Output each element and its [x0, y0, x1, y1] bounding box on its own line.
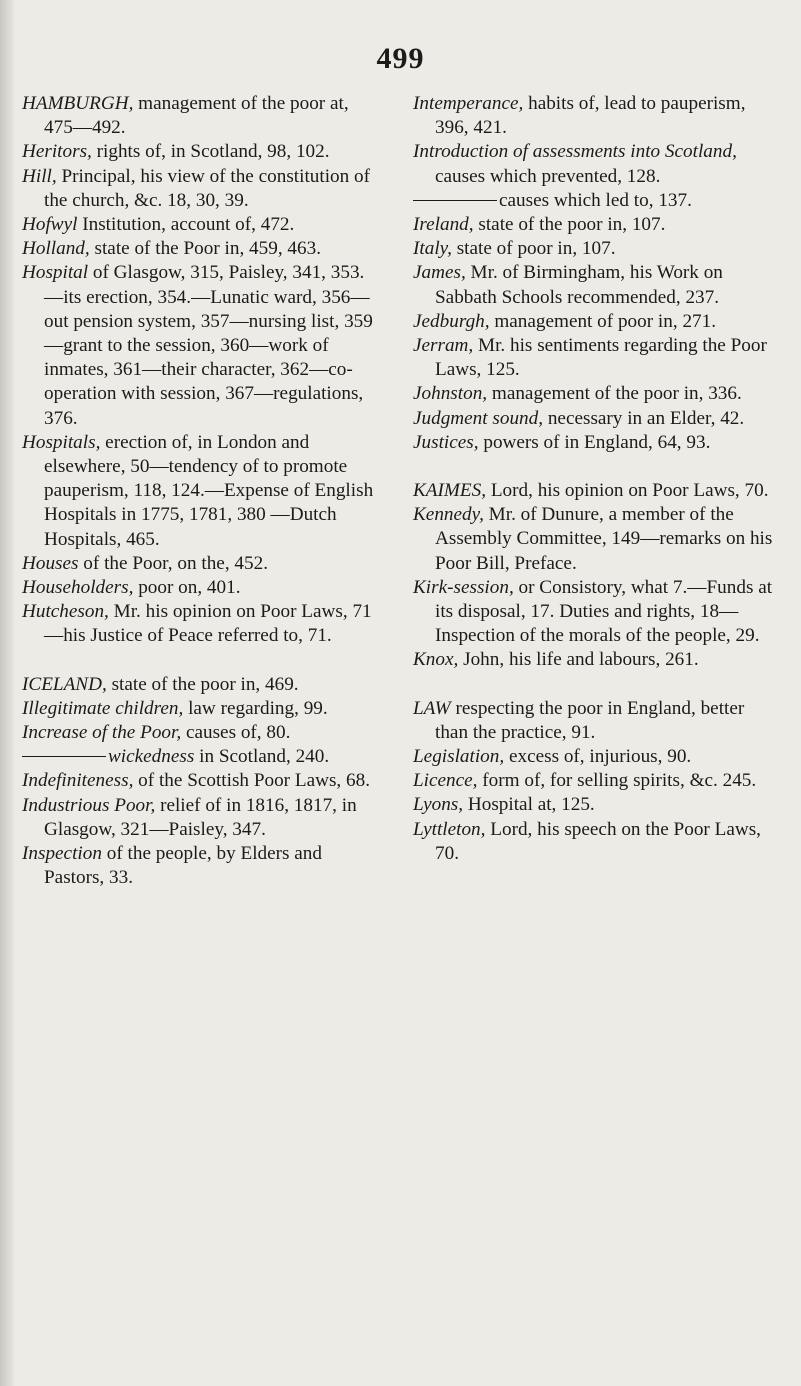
index-heading: James,	[413, 262, 466, 284]
index-heading: Hill,	[22, 165, 57, 187]
index-entry	[413, 237, 781, 261]
index-entry	[413, 92, 781, 140]
index-text: Hospital at, 125.	[463, 794, 595, 816]
index-heading: Hospitals,	[22, 431, 101, 453]
index-entry	[22, 552, 374, 576]
index-entry	[22, 165, 374, 213]
index-text: Lord, his speech on the Poor Laws, 70.	[435, 818, 761, 864]
index-entry	[413, 818, 781, 866]
index-heading: Householders,	[22, 577, 134, 599]
index-entry	[413, 261, 781, 309]
index-heading: KAIMES,	[413, 480, 487, 502]
index-heading: Heritors,	[22, 141, 92, 163]
index-text: excess of, injurious, 90.	[504, 746, 692, 768]
index-entry	[413, 793, 781, 817]
index-heading: Introduction of assessments into Scotland,	[413, 141, 737, 163]
index-entry	[22, 600, 374, 648]
ditto-dash	[22, 756, 106, 757]
index-entry	[22, 745, 374, 769]
index-entry	[413, 382, 781, 406]
index-heading: Johnston,	[413, 383, 488, 405]
index-heading: Hofwyl	[22, 214, 78, 236]
left-index-column	[22, 92, 374, 891]
index-heading: Italy,	[413, 238, 452, 260]
index-text: form of, for selling spirits, &c. 245.	[477, 770, 757, 792]
index-text: causes of, 80.	[181, 722, 291, 744]
index-entry	[413, 479, 781, 503]
index-entry	[22, 92, 374, 140]
index-heading: Hutcheson,	[22, 601, 109, 623]
index-text: relief of in 1816, 1817, in Glasgow, 321—Paisley, 347.	[44, 794, 357, 840]
index-entry	[413, 189, 781, 213]
index-entry	[413, 697, 781, 745]
index-text: erection of, in London and elsewhere, 50—tendency of to promote pauperism, 118, 124.—Expense of English Hospitals in 1775, 1781, 380 —Dutch Hospitals, 465.	[44, 431, 374, 550]
index-heading: LAW	[413, 697, 451, 719]
index-entry	[22, 213, 374, 237]
index-text: or Consistory, what 7.—Funds at its disposal, 17. Duties and rights, 18—Inspection of the morals of the people, 29.	[435, 576, 773, 647]
index-heading: Jedburgh,	[413, 310, 490, 332]
index-heading: Lyons,	[413, 794, 464, 816]
index-text: management of the poor at, 475—492.	[44, 93, 349, 139]
index-text: Lord, his opinion on Poor Laws, 70.	[486, 480, 769, 502]
index-text: state of the Poor in, 459, 463.	[89, 238, 321, 260]
index-entry	[413, 745, 781, 769]
index-entry	[22, 431, 374, 552]
index-entry	[22, 673, 374, 697]
index-text: in Scotland, 240.	[194, 746, 330, 768]
index-heading: Licence,	[413, 770, 478, 792]
index-entry	[413, 310, 781, 334]
index-heading: Increase of the Poor,	[22, 722, 182, 744]
index-text: of the Scottish Poor Laws, 68.	[133, 770, 371, 792]
index-heading: Hospital	[22, 262, 89, 284]
index-heading: Legislation,	[413, 746, 505, 768]
index-heading: Jerram,	[413, 335, 474, 357]
index-heading: HAMBURGH,	[22, 93, 134, 114]
index-text: management of the poor in, 336.	[487, 383, 742, 405]
index-text: John, his life and labours, 261.	[458, 649, 699, 671]
index-text: state of the poor in, 107.	[473, 214, 666, 236]
index-text: Mr. of Birmingham, his Work on Sabbath Schools recommended, 237.	[435, 262, 723, 308]
index-heading: Intemperance,	[413, 93, 524, 114]
index-heading: Illegitimate children,	[22, 697, 184, 719]
index-heading: Industrious Poor,	[22, 794, 156, 816]
index-text: of Glasgow, 315, Paisley, 341, 353.—its erection, 354.—Lunatic ward, 356—out pension system, 357—nursing list, 359—grant to the session, 360—work of inmates, 361—their character, 362—co-operation with session, 367—regulations, 376.	[44, 262, 373, 429]
index-heading: ICELAND,	[22, 673, 107, 695]
index-entry	[22, 769, 374, 793]
index-entry	[22, 842, 374, 890]
index-text: state of poor in, 107.	[451, 238, 616, 260]
index-heading: Lyttleton,	[413, 818, 486, 840]
index-entry	[22, 261, 374, 430]
index-entry	[22, 697, 374, 721]
index-text: necessary in an Elder, 42.	[543, 407, 745, 429]
index-entry	[413, 503, 781, 576]
index-text: state of the poor in, 469.	[106, 673, 299, 695]
index-text: law regarding, 99.	[183, 697, 328, 719]
index-text: habits of, lead to pauperism, 396, 421.	[435, 93, 746, 139]
index-text: causes which led to, 137.	[499, 189, 692, 211]
index-text: poor on, 401.	[133, 577, 241, 599]
index-entry	[413, 213, 781, 237]
index-entry	[413, 576, 781, 649]
index-heading: Judgment sound,	[413, 407, 544, 429]
index-heading: Ireland,	[413, 214, 474, 236]
index-heading: Holland,	[22, 238, 90, 260]
index-heading: Kennedy,	[413, 504, 484, 526]
index-text: of the Poor, on the, 452.	[78, 552, 268, 574]
index-text: causes which prevented, 128.	[435, 165, 661, 187]
index-entry	[22, 576, 374, 600]
index-text: of the people, by Elders and Pastors, 33.	[44, 843, 322, 889]
index-entry	[22, 794, 374, 842]
index-text: respecting the poor in England, better than the practice, 91.	[435, 697, 745, 743]
index-text: Mr. of Dunure, a member of the Assembly Committee, 149—remarks on his Poor Bill, Preface.	[435, 504, 773, 574]
index-entry	[22, 140, 374, 164]
index-heading: Kirk-session,	[413, 576, 514, 598]
index-text: Institution, account of, 472.	[77, 214, 295, 236]
index-heading: Indefiniteness,	[22, 770, 134, 792]
index-heading: Knox,	[413, 649, 459, 671]
index-heading: Houses	[22, 552, 79, 574]
index-entry	[413, 431, 781, 455]
index-text: powers of in England, 64, 93.	[478, 431, 711, 453]
page-number: 499	[376, 42, 425, 75]
index-entry	[413, 407, 781, 431]
index-heading: wickedness	[108, 746, 195, 768]
index-text: Mr. his opinion on Poor Laws, 71—his Justice of Peace referred to, 71.	[44, 601, 372, 647]
index-entry	[413, 140, 781, 188]
index-entry	[22, 237, 374, 261]
index-text: rights of, in Scotland, 98, 102.	[91, 141, 330, 163]
ditto-dash	[413, 200, 497, 201]
right-index-column	[413, 92, 781, 866]
page-gutter-shadow	[0, 0, 14, 1386]
index-entry	[413, 648, 781, 672]
index-text: Principal, his view of the constitution of the church, &c. 18, 30, 39.	[44, 165, 371, 211]
index-entry	[22, 721, 374, 745]
index-entry	[413, 334, 781, 382]
index-text: Mr. his sentiments regarding the Poor Laws, 125.	[435, 335, 767, 381]
index-heading: Inspection	[22, 843, 102, 865]
index-entry	[413, 769, 781, 793]
index-text: management of poor in, 271.	[489, 310, 717, 332]
index-heading: Justices,	[413, 431, 479, 453]
